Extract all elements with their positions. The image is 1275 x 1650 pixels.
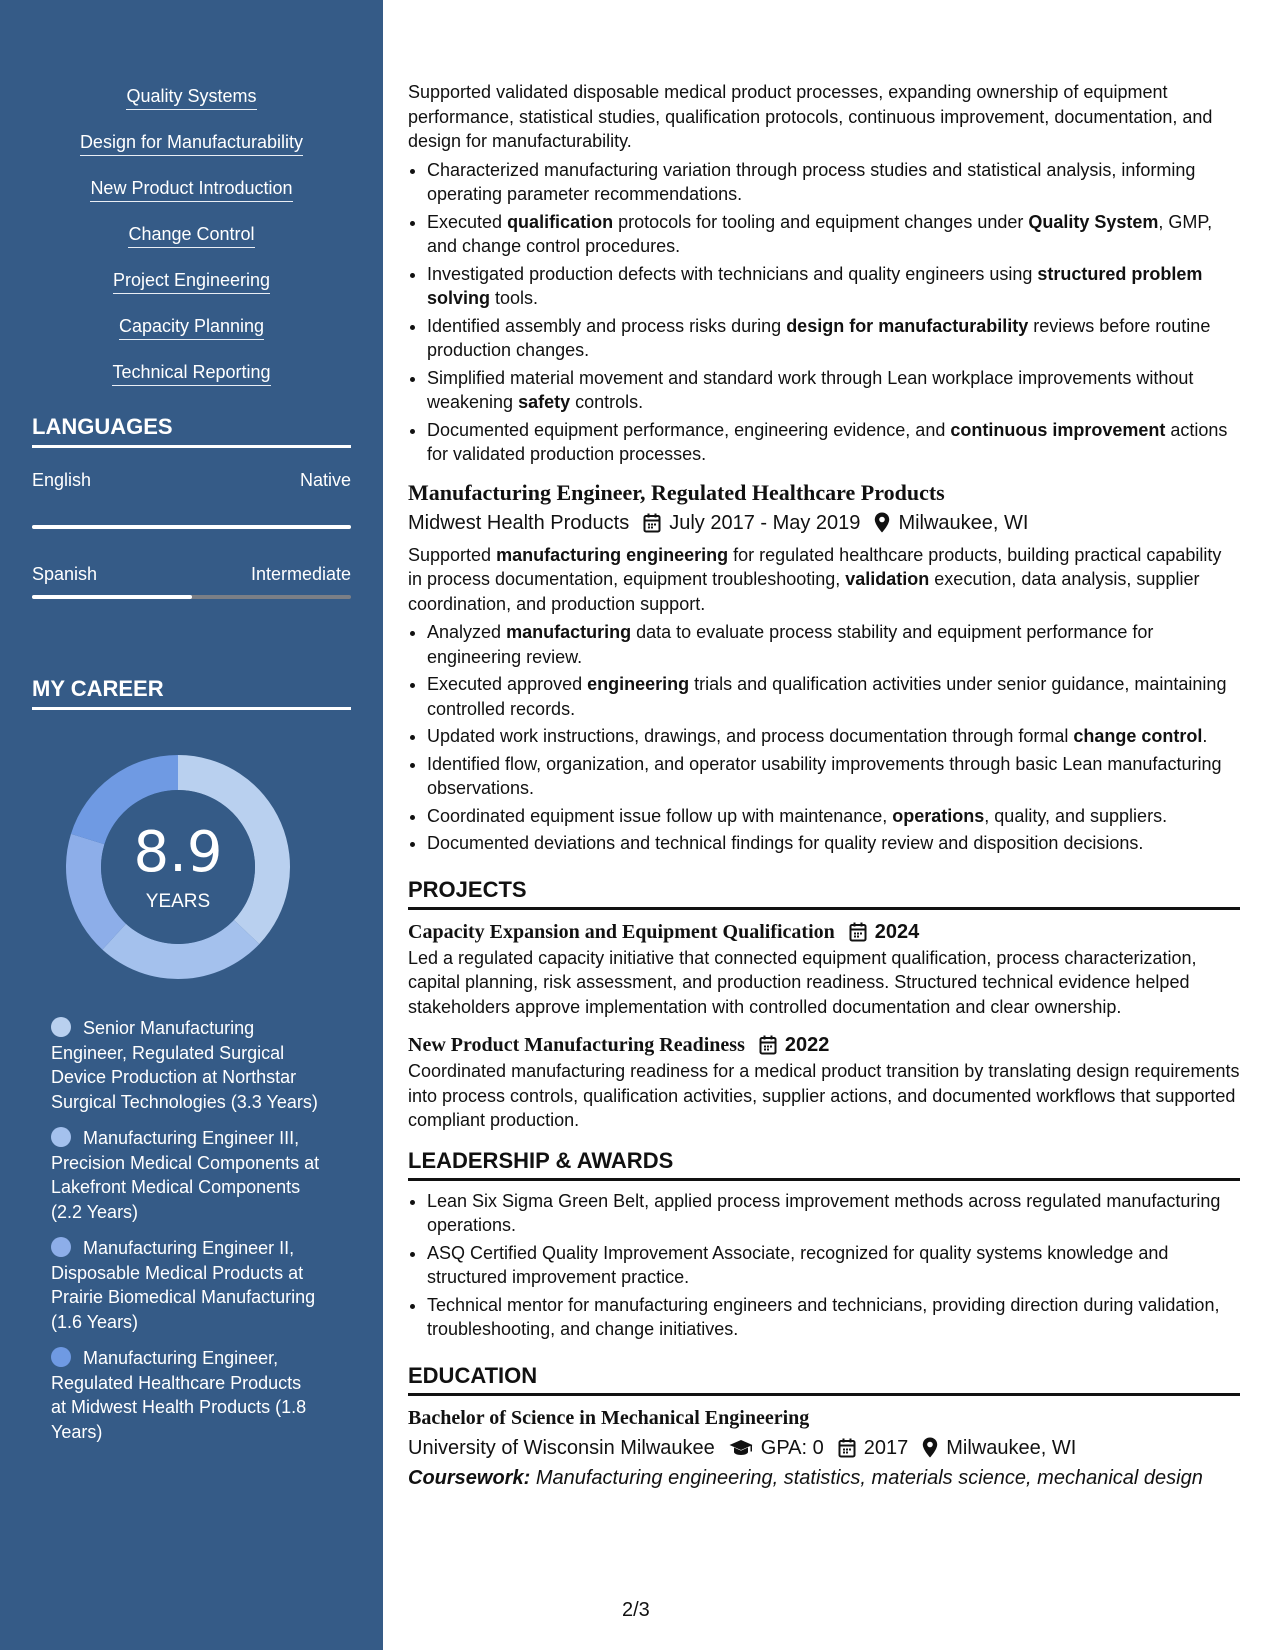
career-item: Manufacturing Engineer, Regulated Healthcare Products at Midwest Health Products (1.8 Years) <box>51 1348 307 1442</box>
career-item: Manufacturing Engineer II, Disposable Medical Products at Prairie Biomedical Manufacturing (1.6 Years) <box>51 1238 316 1332</box>
skill-item: Technical Reporting <box>112 360 270 386</box>
language-level: Intermediate <box>250 564 351 584</box>
keyword: qualification <box>507 211 614 232</box>
keyword: change control <box>1073 726 1203 746</box>
legend-dot-icon <box>51 1127 71 1147</box>
calendar-icon <box>849 922 867 942</box>
calendar-icon <box>838 1438 856 1458</box>
education-year: 2017 <box>863 1436 909 1459</box>
keyword: validation <box>845 569 930 589</box>
job-bullets <box>408 620 1240 856</box>
career-total-value: 8.9 <box>133 820 223 885</box>
location-pin-icon <box>874 512 890 533</box>
list-item: • Documented equipment performance, engineering evidence, and continuous improvement actions for validated production processes. <box>427 418 1240 467</box>
coursework-label: Coursework: <box>408 1466 531 1489</box>
calendar-icon <box>643 513 661 533</box>
education-gpa: GPA: 0 <box>760 1436 824 1459</box>
list-item: • Identified assembly and process risks during design for manufacturability reviews before routine production changes. <box>427 314 1240 363</box>
language-name: English <box>32 470 92 490</box>
list-item: • Documented deviations and technical findings for quality review and disposition decisions. <box>427 831 1240 856</box>
skill-item: Project Engineering <box>113 268 270 294</box>
main-content <box>408 80 1240 1492</box>
list-item: • Executed approved engineering trials and qualification activities under senior guidance, maintaining controlled records. <box>427 672 1240 721</box>
skills-list <box>0 84 383 406</box>
project-description: Coordinated manufacturing readiness for a medical product transition by translating design requirements into process controls, qualification activities, supplier actions, and documented workflows that supported compliant production. <box>408 1061 1240 1130</box>
education-location: Milwaukee, WI <box>946 1436 1077 1459</box>
education-degree: Bachelor of Science in Mechanical Engineering <box>408 1406 810 1429</box>
skill-item: Capacity Planning <box>119 314 264 340</box>
leadership-list <box>408 1189 1240 1342</box>
skill-item: Design for Manufacturability <box>80 130 303 156</box>
job-meta <box>408 509 1240 537</box>
career-total-unit: YEARS <box>145 891 211 912</box>
project-name: Capacity Expansion and Equipment Qualification <box>408 920 835 943</box>
skill-item: Quality Systems <box>126 84 256 110</box>
project-title <box>408 1031 1240 1059</box>
legend-dot-icon <box>51 1237 71 1257</box>
job-title: Manufacturing Engineer, Regulated Healthcare Products <box>408 479 945 505</box>
project-title <box>408 918 1240 946</box>
keyword: manufacturing <box>506 622 632 642</box>
list-item: • Coordinated equipment issue follow up with maintenance, operations, quality, and suppliers. <box>427 804 1240 829</box>
education-meta <box>408 1434 1240 1462</box>
keyword: design for manufacturability <box>786 315 1029 336</box>
keyword: safety <box>518 392 571 412</box>
education-coursework <box>408 1464 1240 1492</box>
list-item: • Lean Six Sigma Green Belt, applied process improvement methods across regulated manufacturing operations. <box>427 1189 1240 1238</box>
keyword: engineering <box>587 674 690 694</box>
language-name: Spanish <box>32 564 98 584</box>
project-description: Led a regulated capacity initiative that connected equipment qualification, process characterization, capital planning, risk assessment, and production readiness. Structured technical evidence helped stakeholders approve implementation with controlled documentation and clear ownership. <box>408 947 1197 1017</box>
sidebar <box>0 0 383 1650</box>
legend-dot-icon <box>51 1017 71 1037</box>
language-bar-spanish <box>32 595 351 599</box>
languages-heading: LANGUAGES <box>32 413 351 448</box>
keyword: Quality System <box>1028 211 1159 232</box>
project-name: New Product Manufacturing Readiness <box>408 1034 745 1056</box>
list-item: • ASQ Certified Quality Improvement Associate, recognized for quality systems knowledge and structured improvement practice. <box>427 1241 1240 1290</box>
skill-item: Change Control <box>128 222 254 248</box>
language-row-english <box>32 468 351 492</box>
language-bar-english <box>32 525 351 529</box>
list-item: • Characterized manufacturing variation through process studies and statistical analysis, informing operating parameter recommendations. <box>427 158 1240 207</box>
language-row-spanish <box>32 562 351 586</box>
language-bar-fill <box>32 525 351 529</box>
career-item: Manufacturing Engineer III, Precision Medical Components at Lakefront Medical Components (2.2 Years) <box>51 1128 320 1222</box>
list-item: • Analyzed manufacturing data to evaluate process stability and equipment performance for engineering review. <box>427 620 1240 669</box>
calendar-icon <box>759 1035 777 1055</box>
list-item: • Investigated production defects with technicians and quality engineers using structured problem solving tools. <box>427 262 1240 311</box>
career-item: Senior Manufacturing Engineer, Regulated Surgical Device Production at Northstar Surgical Technologies (3.3 Years) <box>51 1018 318 1112</box>
job-dates: July 2017 - May 2019 <box>669 511 861 534</box>
list-item: • Technical mentor for manufacturing engineers and technicians, providing direction during validation, troubleshooting, and change initiatives. <box>427 1293 1240 1342</box>
job-location: Milwaukee, WI <box>898 511 1029 534</box>
leadership-heading: LEADERSHIP & AWARDS <box>408 1147 1240 1181</box>
list-item: • Updated work instructions, drawings, and process documentation through formal change control. <box>427 724 1240 749</box>
skill-item: New Product Introduction <box>90 176 292 202</box>
intro-summary: Supported validated disposable medical product processes, expanding ownership of equipment performance, statistical studies, qualification protocols, continuous improvement, documentation, and design for manufacturability. <box>408 82 1213 151</box>
job-summary: Supported manufacturing engineering for regulated healthcare products, building practical capability in process documentation, equipment troubleshooting, validation execution, data analysis, supplier coordination, and production support. <box>408 544 1222 614</box>
keyword: continuous improvement <box>950 419 1166 440</box>
projects-list <box>408 918 1240 1133</box>
intro-bullets <box>408 158 1240 467</box>
project-year: 2024 <box>874 920 920 943</box>
career-donut-chart <box>58 747 298 987</box>
graduation-cap-icon <box>729 1439 753 1457</box>
keyword: operations <box>892 805 985 826</box>
location-pin-icon <box>922 1437 938 1458</box>
career-heading: MY CAREER <box>32 675 351 710</box>
job-company: Midwest Health Products <box>408 511 630 534</box>
coursework-text: Manufacturing engineering, statistics, materials science, mechanical design <box>535 1466 1203 1489</box>
project-year: 2022 <box>784 1034 830 1056</box>
page-number: 2/3 <box>622 1599 650 1621</box>
list-item: • Executed qualification protocols for tooling and equipment changes under Quality System, GMP, and change control procedures. <box>427 210 1240 259</box>
education-heading: EDUCATION <box>408 1362 1240 1396</box>
list-item: • Identified flow, organization, and operator usability improvements through basic Lean manufacturing observations. <box>427 752 1240 801</box>
legend-dot-icon <box>51 1347 71 1367</box>
projects-heading: PROJECTS <box>408 876 1240 910</box>
keyword: manufacturing engineering <box>496 544 729 565</box>
list-item: • Simplified material movement and standard work through Lean workplace improvements without weakening safety controls. <box>427 366 1240 415</box>
education-school: University of Wisconsin Milwaukee <box>408 1436 715 1459</box>
language-bar-fill <box>32 595 192 599</box>
language-level: Native <box>299 470 351 490</box>
career-list <box>51 1016 321 1456</box>
keyword: structured problem solving <box>427 263 1203 308</box>
